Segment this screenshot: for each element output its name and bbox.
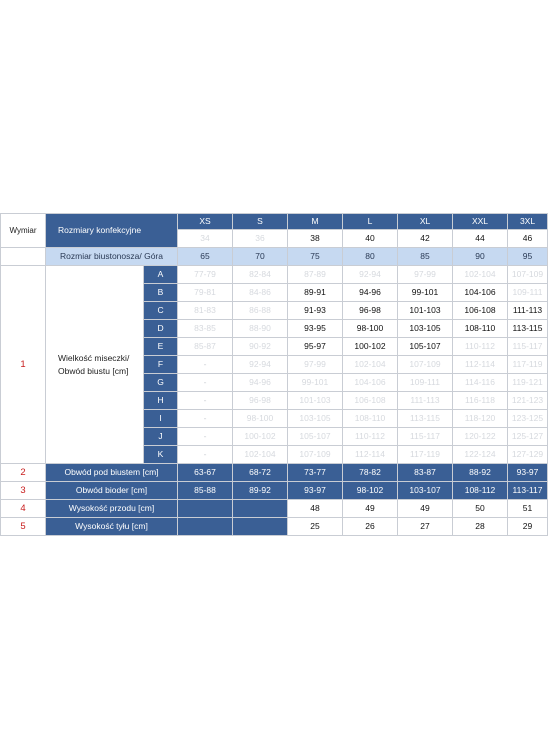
cup-value-cell: 117-119 [508, 356, 548, 374]
row-number: 5 [1, 518, 46, 536]
konfekcja-value-cell: 38 [288, 230, 343, 248]
cup-value-cell: 112-114 [453, 356, 508, 374]
row-number: 4 [1, 500, 46, 518]
cup-letter: I [144, 410, 178, 428]
row-label: Obwód bioder [cm] [46, 482, 178, 500]
header-sizes-row [1, 214, 548, 230]
cup-value-cell: 99-101 [398, 284, 453, 302]
cup-value-cell: 94-96 [343, 284, 398, 302]
cup-value-cell: 77-79 [178, 266, 233, 284]
measure-value-cell: 49 [343, 500, 398, 518]
cup-value-cell: 84-86 [233, 284, 288, 302]
cup-value-cell: 79-81 [178, 284, 233, 302]
cup-letter: G [144, 374, 178, 392]
measure-value-cell: 85-88 [178, 482, 233, 500]
cup-value-cell: 92-94 [343, 266, 398, 284]
cup-value-cell: 85-87 [178, 338, 233, 356]
measure-row [1, 500, 548, 518]
section-number: 1 [1, 266, 46, 464]
cup-value-cell: 96-98 [233, 392, 288, 410]
cup-section-label [46, 266, 144, 464]
cup-letter: C [144, 302, 178, 320]
cup-value-cell: - [178, 410, 233, 428]
cup-value-cell: 108-110 [343, 410, 398, 428]
cup-value-cell: 88-90 [233, 320, 288, 338]
cup-value-cell: 121-123 [508, 392, 548, 410]
konfekcja-value-cell: 40 [343, 230, 398, 248]
cup-value-cell: 102-104 [233, 446, 288, 464]
measure-value-cell: 88-92 [453, 464, 508, 482]
cup-value-cell: 104-106 [343, 374, 398, 392]
cup-value-cell: 117-119 [398, 446, 453, 464]
cup-row [1, 266, 548, 284]
cup-value-cell: 99-101 [288, 374, 343, 392]
biust-label: Rozmiar biustonosza/ Góra [46, 248, 178, 266]
cup-letter: H [144, 392, 178, 410]
measure-value-cell: 49 [398, 500, 453, 518]
cup-label-line2: Obwód biustu [cm] [58, 365, 129, 376]
konfekcja-value-cell: 36 [233, 230, 288, 248]
measure-value-cell [233, 518, 288, 536]
cup-value-cell: 106-108 [453, 302, 508, 320]
cup-value-cell: 111-113 [508, 302, 548, 320]
cup-value-cell: 93-95 [288, 320, 343, 338]
cup-letter: J [144, 428, 178, 446]
measure-value-cell: 108-112 [453, 482, 508, 500]
biust-value-cell: 80 [343, 248, 398, 266]
cup-value-cell: 94-96 [233, 374, 288, 392]
biust-value-cell: 90 [453, 248, 508, 266]
biust-value-cell: 70 [233, 248, 288, 266]
measure-value-cell: 48 [288, 500, 343, 518]
row-label: Wysokość tyłu [cm] [46, 518, 178, 536]
measure-value-cell: 51 [508, 500, 548, 518]
size-chart-table [0, 213, 548, 536]
size-header-cell: S [233, 214, 288, 230]
biust-value-cell: 85 [398, 248, 453, 266]
cup-value-cell: - [178, 392, 233, 410]
measure-value-cell: 103-107 [398, 482, 453, 500]
row-number: 3 [1, 482, 46, 500]
measure-value-cell [178, 518, 233, 536]
cup-value-cell: 123-125 [508, 410, 548, 428]
biust-value-cell: 75 [288, 248, 343, 266]
cup-value-cell: 96-98 [343, 302, 398, 320]
row-label: Wysokość przodu [cm] [46, 500, 178, 518]
measure-value-cell: 93-97 [288, 482, 343, 500]
cup-value-cell: - [178, 356, 233, 374]
cup-letter: B [144, 284, 178, 302]
cup-value-cell: 114-116 [453, 374, 508, 392]
measure-value-cell [178, 500, 233, 518]
cup-letter: A [144, 266, 178, 284]
cup-value-cell: 108-110 [453, 320, 508, 338]
konfekcja-value-cell: 34 [178, 230, 233, 248]
cup-value-cell: 98-100 [233, 410, 288, 428]
cup-value-cell: 101-103 [288, 392, 343, 410]
konfekcja-label: Rozmiary konfekcyjne [46, 214, 178, 248]
measure-value-cell: 27 [398, 518, 453, 536]
cup-value-cell: 122-124 [453, 446, 508, 464]
cup-value-cell: 102-104 [453, 266, 508, 284]
cup-letter: E [144, 338, 178, 356]
konfekcja-value-cell: 44 [453, 230, 508, 248]
cup-value-cell: 113-115 [398, 410, 453, 428]
cup-value-cell: 97-99 [398, 266, 453, 284]
cup-letter: K [144, 446, 178, 464]
wymiar-spacer [1, 248, 46, 266]
measure-value-cell [233, 500, 288, 518]
measure-value-cell: 63-67 [178, 464, 233, 482]
cup-value-cell: 90-92 [233, 338, 288, 356]
cup-value-cell: 86-88 [233, 302, 288, 320]
cup-value-cell: 95-97 [288, 338, 343, 356]
size-header-cell: 3XL [508, 214, 548, 230]
cup-value-cell: 81-83 [178, 302, 233, 320]
wymiar-header: Wymiar [1, 214, 46, 248]
cup-value-cell: 110-112 [453, 338, 508, 356]
measure-value-cell: 98-102 [343, 482, 398, 500]
cup-value-cell: 110-112 [343, 428, 398, 446]
cup-value-cell: 109-111 [398, 374, 453, 392]
cup-value-cell: 111-113 [398, 392, 453, 410]
cup-value-cell: 92-94 [233, 356, 288, 374]
cup-value-cell: 97-99 [288, 356, 343, 374]
row-label: Obwód pod biustem [cm] [46, 464, 178, 482]
cup-value-cell: 91-93 [288, 302, 343, 320]
cup-value-cell: 101-103 [398, 302, 453, 320]
measure-value-cell: 25 [288, 518, 343, 536]
measure-value-cell: 68-72 [233, 464, 288, 482]
cup-value-cell: 82-84 [233, 266, 288, 284]
cup-value-cell: 107-109 [508, 266, 548, 284]
cup-letter: D [144, 320, 178, 338]
measure-value-cell: 78-82 [343, 464, 398, 482]
konfekcja-value-cell: 46 [508, 230, 548, 248]
cup-value-cell: 105-107 [288, 428, 343, 446]
cup-value-cell: 100-102 [343, 338, 398, 356]
konfekcja-value-cell: 42 [398, 230, 453, 248]
measure-value-cell: 50 [453, 500, 508, 518]
cup-value-cell: 113-115 [508, 320, 548, 338]
size-header-cell: XL [398, 214, 453, 230]
cup-value-cell: - [178, 446, 233, 464]
cup-value-cell: 98-100 [343, 320, 398, 338]
measure-row [1, 518, 548, 536]
cup-value-cell: 127-129 [508, 446, 548, 464]
cup-label-line1: Wielkość miseczki/ [58, 353, 130, 364]
cup-letter: F [144, 356, 178, 374]
row-number: 2 [1, 464, 46, 482]
measure-value-cell: 28 [453, 518, 508, 536]
measure-row [1, 464, 548, 482]
size-header-cell: M [288, 214, 343, 230]
cup-value-cell: 112-114 [343, 446, 398, 464]
cup-value-cell: 106-108 [343, 392, 398, 410]
measure-value-cell: 113-117 [508, 482, 548, 500]
cup-value-cell: 89-91 [288, 284, 343, 302]
measure-value-cell: 93-97 [508, 464, 548, 482]
size-header-cell: L [343, 214, 398, 230]
measure-value-cell: 29 [508, 518, 548, 536]
biust-values-row [1, 248, 548, 266]
measure-value-cell: 89-92 [233, 482, 288, 500]
cup-value-cell: 109-111 [508, 284, 548, 302]
biust-value-cell: 95 [508, 248, 548, 266]
cup-value-cell: 104-106 [453, 284, 508, 302]
cup-value-cell: 115-117 [398, 428, 453, 446]
cup-value-cell: 125-127 [508, 428, 548, 446]
cup-value-cell: 87-89 [288, 266, 343, 284]
measure-row [1, 482, 548, 500]
biust-value-cell: 65 [178, 248, 233, 266]
cup-value-cell: 120-122 [453, 428, 508, 446]
cup-value-cell: 115-117 [508, 338, 548, 356]
cup-value-cell: 116-118 [453, 392, 508, 410]
measure-value-cell: 73-77 [288, 464, 343, 482]
cup-value-cell: 83-85 [178, 320, 233, 338]
measure-value-cell: 83-87 [398, 464, 453, 482]
measure-value-cell: 26 [343, 518, 398, 536]
cup-value-cell: 118-120 [453, 410, 508, 428]
size-header-cell: XXL [453, 214, 508, 230]
cup-value-cell: 119-121 [508, 374, 548, 392]
cup-value-cell: - [178, 428, 233, 446]
size-header-cell: XS [178, 214, 233, 230]
cup-value-cell: 107-109 [398, 356, 453, 374]
cup-value-cell: 103-105 [398, 320, 453, 338]
cup-value-cell: 103-105 [288, 410, 343, 428]
cup-value-cell: 107-109 [288, 446, 343, 464]
cup-value-cell: 100-102 [233, 428, 288, 446]
cup-value-cell: 102-104 [343, 356, 398, 374]
cup-value-cell: 105-107 [398, 338, 453, 356]
cup-value-cell: - [178, 374, 233, 392]
